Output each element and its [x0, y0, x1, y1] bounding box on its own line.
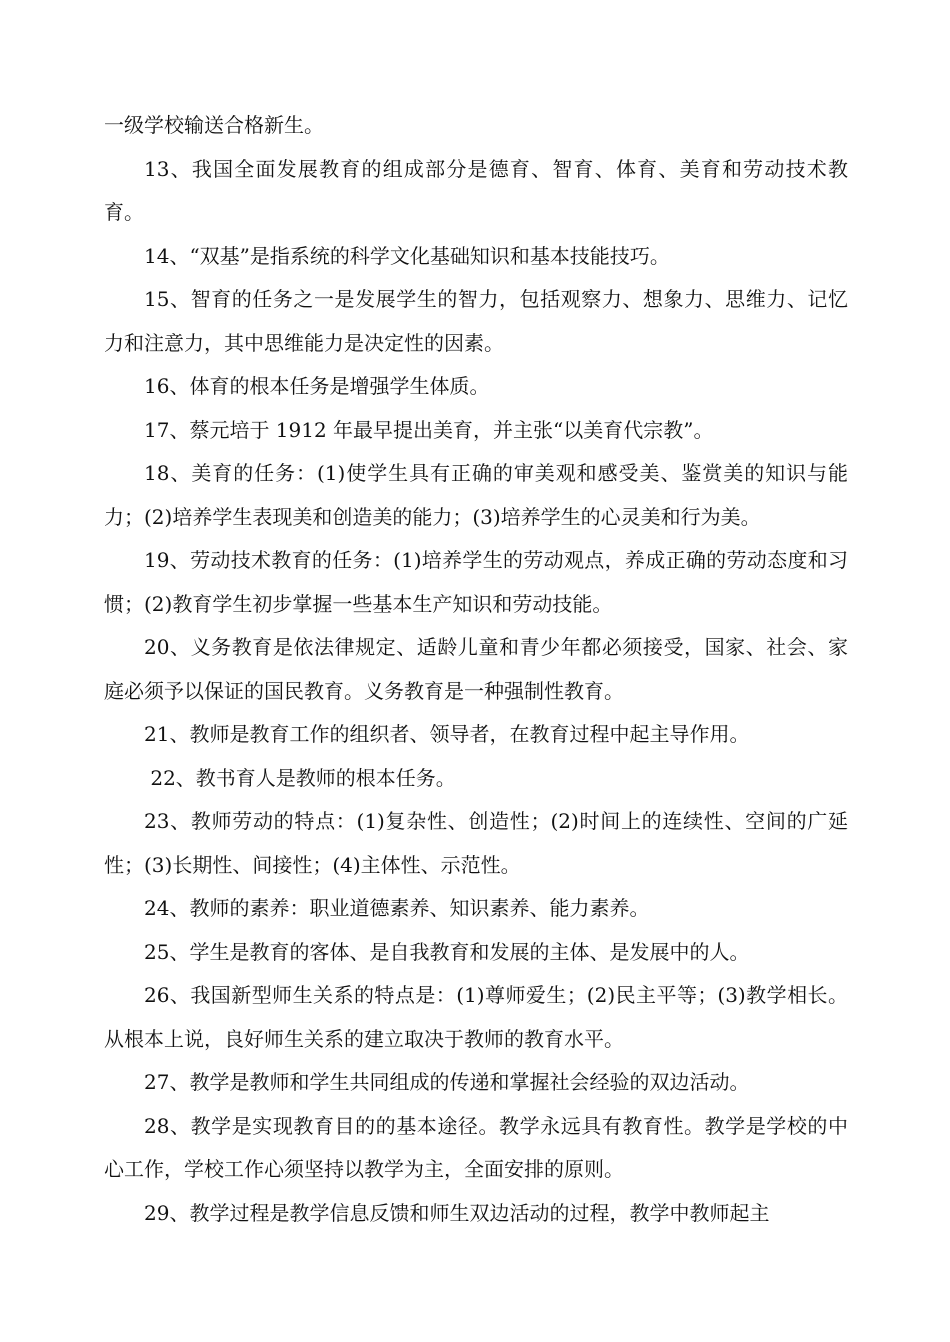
paragraph-continuation: 一级学校输送合格新生。	[104, 113, 324, 137]
paragraph-20: 20、义务教育是依法律规定、适龄儿童和青少年都必须接受，国家、社会、家庭必须予以保证的国民教育。义务教育是一种强制性教育。	[104, 635, 848, 703]
paragraph-17: 17、蔡元培于 1912 年最早提出美育，并主张“以美育代宗教”。	[144, 417, 714, 442]
paragraph-26: 26、我国新型师生关系的特点是：(1)尊师爱生；(2)民主平等；(3)教学相长。从根本上说，良好师生关系的建立取决于教师的教育水平。	[104, 983, 848, 1051]
paragraph-14: 14、“双基”是指系统的科学文化基础知识和基本技能技巧。	[144, 243, 670, 268]
paragraph-16: 16、体育的根本任务是增强学生体质。	[144, 374, 490, 398]
paragraph-27: 27、教学是教师和学生共同组成的传递和掌握社会经验的双边活动。	[144, 1070, 750, 1094]
paragraph-19: 19、劳动技术教育的任务：(1)培养学生的劳动观点，养成正确的劳动态度和习惯；(2)教育学生初步掌握一些基本生产知识和劳动技能。	[104, 548, 848, 616]
paragraph-23: 23、教师劳动的特点：(1)复杂性、创造性；(2)时间上的连续性、空间的广延性；(3)长期性、间接性；(4)主体性、示范性。	[104, 809, 848, 877]
paragraph-24: 24、教师的素养：职业道德素养、知识素养、能力素养。	[144, 896, 650, 920]
paragraph-18: 18、美育的任务：(1)使学生具有正确的审美观和感受美、鉴赏美的知识与能力；(2)培养学生表现美和创造美的能力；(3)培养学生的心灵美和行为美。	[104, 461, 848, 529]
paragraph-13: 13、我国全面发展教育的组成部分是德育、智育、体育、美育和劳动技术教育。	[104, 156, 848, 224]
paragraph-15: 15、智育的任务之一是发展学生的智力，包括观察力、想象力、思维力、记忆力和注意力，其中思维能力是决定性的因素。	[104, 287, 848, 355]
paragraph-22: 22、教书育人是教师的根本任务。	[144, 765, 456, 790]
paragraph-29: 29、教学过程是教学信息反馈和师生双边活动的过程，教学中教师起主	[144, 1200, 770, 1225]
paragraph-25: 25、学生是教育的客体、是自我教育和发展的主体、是发展中的人。	[144, 939, 750, 964]
paragraph-28: 28、教学是实现教育目的的基本途径。教学永远具有教育性。教学是学校的中心工作，学校工作心须坚持以教学为主，全面安排的原则。	[104, 1113, 848, 1181]
paragraph-21: 21、教师是教育工作的组织者、领导者，在教育过程中起主导作用。	[144, 722, 750, 746]
document-page	[104, 104, 848, 1235]
